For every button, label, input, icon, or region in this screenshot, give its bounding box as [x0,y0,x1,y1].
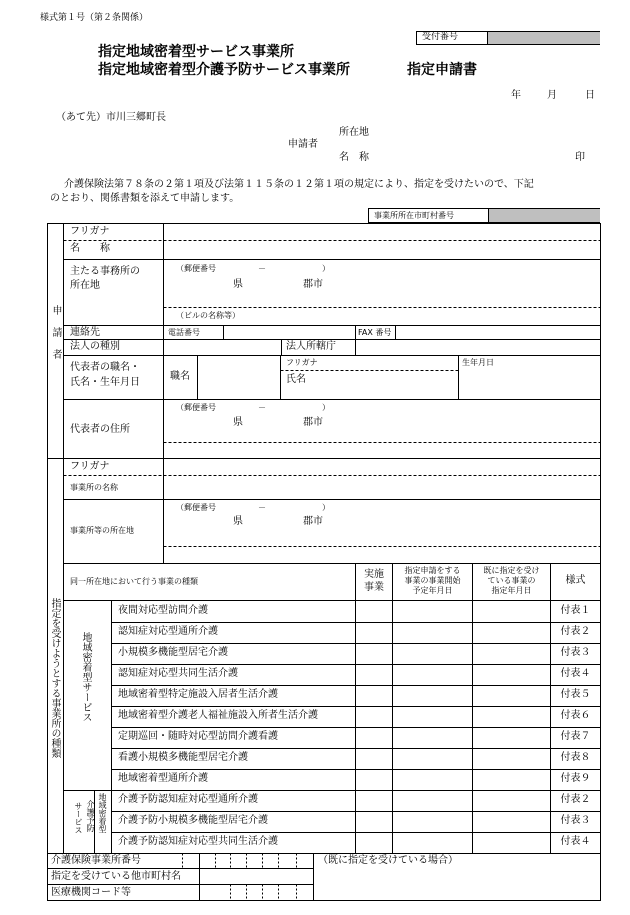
col-start-header: 指定申請をする 事業の事業開始 予定年月日 [404,566,461,595]
service-name: 小規模多機能型居宅介護 [118,647,228,658]
same-location-label: 同一所在地において行う事業の種類 [70,577,198,586]
office-furigana-label: フリガナ [70,461,110,472]
date-day: 日 [585,90,595,101]
insurance-no-field[interactable] [163,854,313,868]
medical-code-field[interactable] [200,885,313,900]
service-form: 付表４ [560,668,591,679]
corp-authority-label: 法人所轄庁 [286,341,336,352]
title-suffix: 指定申請書 [407,62,477,78]
col-form-header: 様式 [565,575,586,586]
service-form: 付表３ [560,647,591,658]
rep-postal-dash: － [258,403,266,412]
col-existing-header: 既に指定を受け ている事業の 指定年月日 [483,566,540,595]
service-form: 付表８ [560,752,591,763]
service-form: 付表２ [560,794,591,805]
impl-check-column[interactable] [356,601,392,853]
service-form: 付表４ [560,836,591,847]
service-name: 認知症対応型通所介護 [118,626,218,637]
birth-date-label: 生年月日 [462,358,494,367]
rep-address-label: 代表者の住所 [70,424,130,435]
seal-mark: 印 [575,152,585,163]
col-impl-header: 実施 事業 [364,569,384,593]
service-form: 付表６ [560,710,591,721]
corp-furigana-field[interactable] [164,224,600,240]
office-postal-close: ） [322,503,330,512]
corp-name-field[interactable] [164,241,600,259]
rep-label-1: 代表者の職名・ [70,362,140,373]
office-prefecture-label: 県 [233,516,243,527]
office-section-label: 指定を受けようとする事業所の種類 [49,598,60,758]
service-form: 付表２ [560,626,591,637]
office-address-label: 事業所等の所在地 [70,526,134,535]
office-postal-dash: － [258,503,266,512]
start-date-column[interactable] [393,601,472,853]
service-name: 地域密着型通所介護 [118,773,208,784]
office-name-label: 事業所の名称 [70,483,118,492]
service-name: 介護予防認知症対応型共同生活介護 [118,836,278,847]
existing-date-column[interactable] [473,601,550,853]
municipality-number-label: 事業所所在市町村番号 [374,211,454,220]
insurance-no-label: 介護保険事業所番号 [51,855,141,866]
main-office-label-2: 所在地 [70,280,100,291]
service-name: 地域密着型介護老人福祉施設入所者生活介護 [118,710,318,721]
rep-county-label: 郡市 [303,417,323,428]
applicant-label: 申請者 [288,139,318,150]
office-name-field[interactable] [164,476,600,499]
service-form: 付表３ [560,815,591,826]
other-municipality-label: 指定を受けている他市町村名 [51,871,181,882]
fax-label: FAX 番号 [358,328,392,337]
group2-label-1: 地域密着型 [98,793,107,833]
corp-name-label: 名 称 [70,243,110,254]
phone-label: 電話番号 [168,328,200,337]
service-name: 介護予防認知症対応型通所介護 [118,794,258,805]
addressee: （あて先）市川三郷町長 [56,112,166,123]
corp-type-label: 法人の種別 [70,341,120,352]
body-text-line-1: 介護保険法第７８条の２第１項及び法第１１５条の１２第１項の規定により、指定を受けたいので、下記 [64,179,534,190]
postal-close: ） [322,264,330,273]
group2-label-2: 介護予防 [86,800,95,832]
office-postal-label: （郵便番号 [176,503,216,512]
postal-dash: － [258,264,266,273]
building-label: （ビルの名称等） [176,311,240,320]
group2-label-3: サービス [74,802,83,834]
rep-name-label: 氏名 [286,374,306,385]
service-name: 定期巡回・随時対応型訪問介護看護 [118,731,278,742]
date-year: 年 [511,90,521,101]
service-form: 付表１ [560,605,591,616]
receipt-number-label: 受付番号 [422,32,459,42]
rep-furigana-label: フリガナ [286,358,318,367]
applicant-name-label: 名 称 [339,152,369,163]
rep-label-2: 氏名・生年月日 [70,377,140,388]
service-name: 看護小規模多機能型居宅介護 [118,752,248,763]
medical-code-label: 医療機関コード等 [51,887,131,898]
group1-label: 地域密着型サービス [80,632,91,722]
rep-postal-close: ） [322,403,330,412]
contact-label: 連絡先 [70,327,100,338]
office-county-label: 郡市 [303,516,323,527]
furigana-label: フリガナ [70,226,110,237]
service-name: 介護予防小規模多機能型居宅介護 [118,815,268,826]
postal-label: （郵便番号 [176,264,216,273]
date-month: 月 [547,90,557,101]
service-name: 地域密着型特定施設入居者生活介護 [118,689,278,700]
other-municipality-field[interactable] [200,869,313,884]
title-line-2: 指定地域密着型介護予防サービス事業所 [98,62,350,78]
insurance-no-note: （既に指定を受けている場合） [318,855,458,866]
service-form: 付表７ [560,731,591,742]
form-number: 様式第１号（第２条関係） [40,13,149,23]
applicant-address-label: 所在地 [339,127,369,138]
service-form: 付表５ [560,689,591,700]
main-office-label-1: 主たる事務所の [70,266,140,277]
applicant-section-label: 申請者 [50,305,61,371]
prefecture-label: 県 [233,279,243,290]
service-form: 付表９ [560,773,591,784]
rep-postal-label: （郵便番号 [176,403,216,412]
rep-prefecture-label: 県 [233,417,243,428]
body-text-line-2: のとおり、関係書類を添えて申請します。 [50,193,240,204]
title-line-1: 指定地域密着型サービス事業所 [98,44,294,60]
service-name: 夜間対応型訪問介護 [118,605,208,616]
service-name: 認知症対応型共同生活介護 [118,668,238,679]
county-label: 郡市 [303,279,323,290]
rep-title-label: 職名 [170,371,190,382]
